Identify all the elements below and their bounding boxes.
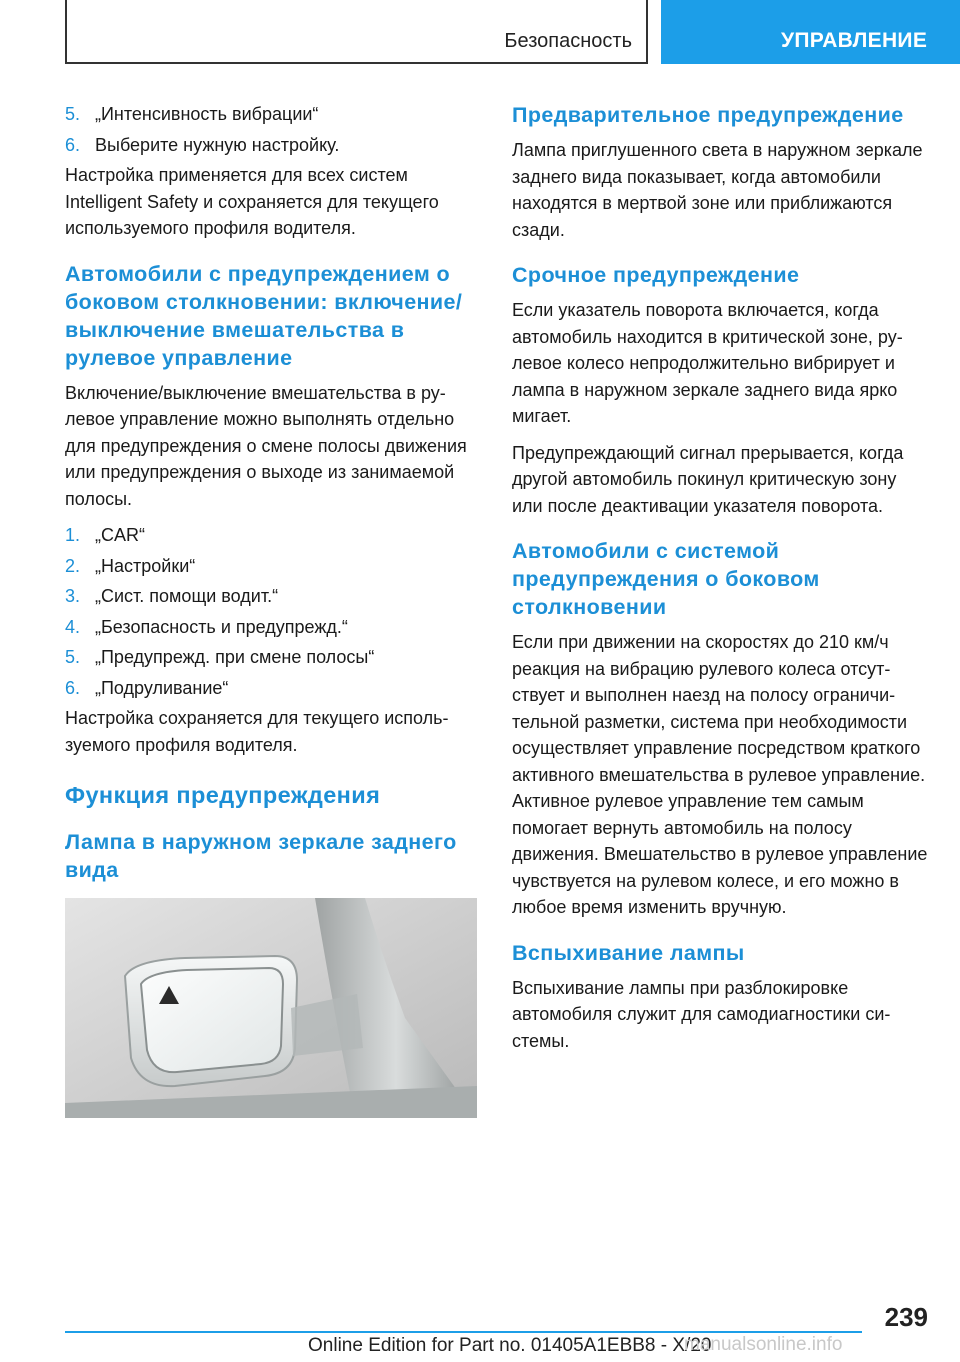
mirror-lamp-illustration	[65, 898, 477, 1118]
heading-mirror-lamp: Лампа в наружном зеркале заднего вида	[65, 830, 457, 882]
paragraph-steering-intervention: Включение/выключение вмешательства в рулевое управление можно выполнять отдельно для предупреждения о смене полосы движения или предупреждения о выходе из занимаемой полосы.	[65, 382, 467, 509]
heading-lamp-flash: Вспыхивание лампы	[512, 940, 745, 965]
heading-warning-function: Функция предупреждения	[65, 782, 381, 808]
step-text: „CAR“	[95, 525, 145, 545]
list-item	[65, 644, 477, 671]
page-number: 239	[884, 1302, 928, 1332]
list-item	[65, 553, 477, 580]
paragraph-settings-scope: Настройка применяется для всех систем Intelligent Safety и сохраняется для текущего используемого профиля водителя.	[65, 165, 439, 238]
step-number: 6.	[65, 134, 81, 155]
list-item	[65, 132, 477, 159]
step-text: Выберите нужную настройку.	[95, 134, 340, 155]
heading-side-collision-system: Автомобили с системой предупреждения о боковом столкновении	[512, 539, 820, 619]
steps-list-a	[65, 101, 477, 158]
step-number: 4.	[65, 616, 81, 637]
heading-pre-warning: Предварительное предупреждение	[512, 103, 904, 127]
header-section-title: Безопасность	[504, 30, 632, 52]
step-text: „Предупрежд. при смене полосы“	[95, 647, 375, 667]
list-item	[65, 614, 477, 641]
step-number: 6.	[65, 677, 81, 698]
list-item	[65, 101, 477, 128]
step-number: 2.	[65, 555, 81, 576]
step-text: „Сист. помощи водит.“	[95, 586, 279, 606]
step-number: 5.	[65, 647, 81, 667]
step-text: „Подруливание“	[95, 677, 229, 698]
footer-divider	[65, 1331, 862, 1333]
list-item	[65, 675, 477, 702]
heading-urgent-warning: Срочное предупреждение	[512, 263, 800, 287]
header-chapter-tab[interactable]: УПРАВЛЕНИЕ	[661, 0, 960, 64]
paragraph-pre-warning: Лампа приглушенного света в наружном зеркале заднего вида показывает, когда автомобили находятся в мертвой зоне или приближаются сзади.	[512, 140, 923, 240]
step-number: 5.	[65, 104, 81, 124]
paragraph-urgent-warning-1: Если указатель поворота включается, когда автомобиль находится в критической зоне, рулевое колесо непродолжительно вибрирует и лампа в наружном зеркале заднего вида ярко мигает.	[512, 300, 903, 426]
heading-steering-intervention: Автомобили с предупреждением о боковом столкновении: включение/выключение вмешательства в рулевое управление	[65, 261, 463, 370]
list-item	[65, 583, 477, 610]
list-item	[65, 522, 477, 549]
paragraph-side-collision-system: Если при движении на скоростях до 210 км/ч реакция на вибрацию рулевого колеса отсутствует и выполнен наезд на полосу ограничительной разметки, система при необходимости осуществляет управление посредством краткого активного вмешательства в рулевое управление. Активное рулевое управление тем самым помогает вернуть автомобиль на полосу движения. Вмешательство в рулевое управление чувствуется на рулевом колесе, и его можно в любое время изменить вручную.	[512, 632, 928, 917]
step-text: „Настройки“	[95, 555, 196, 576]
step-number: 3.	[65, 586, 81, 606]
steps-list-b	[65, 522, 477, 701]
paragraph-profile-saved: Настройка сохраняется для текущего используемого профиля водителя.	[65, 708, 449, 755]
left-column	[65, 101, 477, 1118]
footer-watermark: manualsonline.info	[684, 1334, 843, 1355]
paragraph-lamp-flash: Вспыхивание лампы при разблокировке автомобиля служит для самодиагностики системы.	[512, 977, 891, 1051]
paragraph-urgent-warning-2: Предупреждающий сигнал прерывается, когда другой автомобиль покинул критическую зону или после деактивации указателя поворота.	[512, 442, 904, 516]
step-text: „Безопасность и предупрежд.“	[95, 616, 348, 637]
footer-edition: Online Edition for Part no. 01405A1EBB8 - X/20	[308, 1335, 712, 1356]
right-column	[512, 101, 930, 1064]
header-frame	[65, 0, 648, 64]
step-text: „Интенсивность вибрации“	[95, 104, 319, 124]
step-number: 1.	[65, 525, 81, 545]
